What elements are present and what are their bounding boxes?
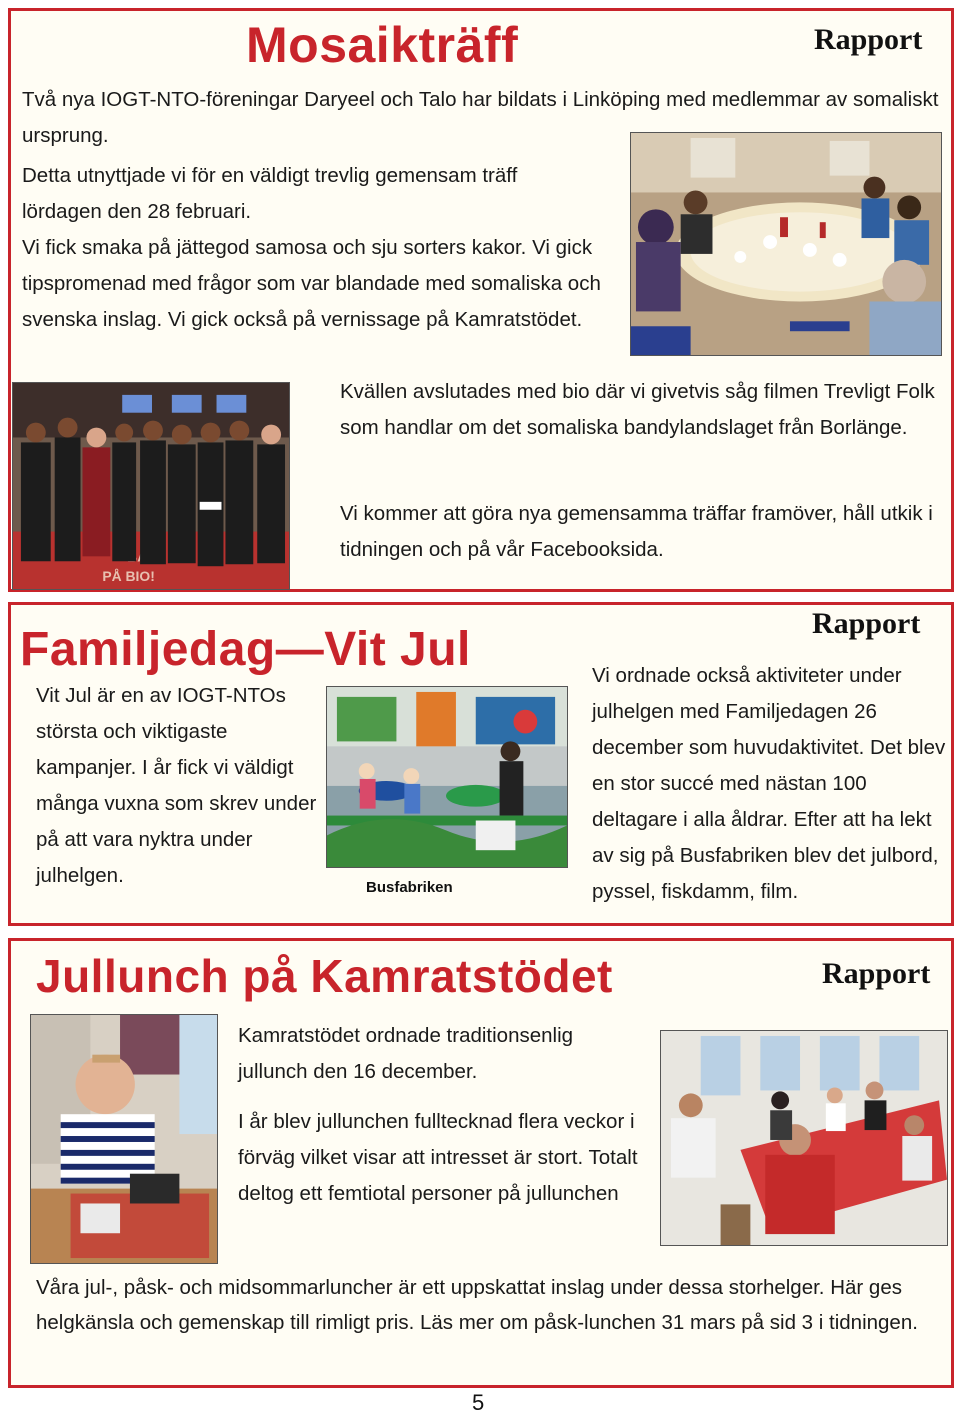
mosaik-group-photo [12,382,290,590]
mosaik-dinner-photo [630,132,942,356]
mosaik-paragraph-2: Detta utnyttjade vi för en väldigt trevlig gemensam träff lördagen den 28 februari. [22,164,518,223]
jullunch-paragraph-2: I år blev jullunchen fulltecknad flera veckor i förväg vilket visar att intresset är stort. Totalt deltog ett femtiotal personer på jullunchen [238,1110,638,1205]
mosaik-paragraph-5: Vi kommer att göra nya gemensamma träffar framöver, håll utkik i tidningen och på vår Facebooksida. [340,502,933,561]
jullunch-paragraph-1: Kamratstödet ordnade traditionsenlig jullunch den 16 december. [238,1024,574,1083]
mosaik-report-tag: Rapport [814,23,923,56]
familjedag-left-text: Vit Jul är en av IOGT-NTOs största och viktigaste kampanjer. I år fick vi väldigt många vuxna som skrev under på att vara nyktra under julhelgen. [36,684,317,887]
jullunch-man-photo [30,1014,218,1264]
familjedag-right-text: Vi ordnade också aktiviteter under julhelgen med Familjedagen 26 december som huvudaktivitet. Det blev en stor succé med nästan 100 deltagare i alla åldrar. Efter att ha lekt av sig på Busfabriken blev det julbord, pyssel, fiskdamm, film. [592,664,946,903]
mosaik-title: Mosaikträff [246,17,519,73]
busfabriken-caption: Busfabriken [366,879,453,896]
jullunch-table-photo [660,1030,948,1246]
jullunch-report-tag: Rapport [822,957,931,990]
familjedag-title: Familjedag—Vit Jul [20,623,471,676]
jullunch-bottom-text: Våra jul-, påsk- och midsommarluncher är ett uppskattat inslag under dessa storhelger. Här ges helgkänsla och gemenskap till rimligt pris. Läs mer om påsk-lunchen 31 mars på sid 3 i tidningen. [36,1276,918,1334]
busfabriken-photo [326,686,568,868]
mosaik-paragraph-3: Vi fick smaka på jättegod samosa och sju sorters kakor. Vi gick tipspromenad med frågor som var blandade med somaliska och svenska inslag. Vi gick också på vernissage på Kamratstödet. [22,236,601,331]
jullunch-title: Jullunch på Kamratstödet [36,950,613,1002]
svg-text:PÅ BIO!: PÅ BIO! [102,568,155,585]
mosaik-paragraph-4: Kvällen avslutades med bio där vi givetvis såg filmen Trevligt Folk som handlar om det somaliska bandylandslaget från Borlänge. [340,380,935,439]
mosaik-paragraph-1: Två nya IOGT-NTO-föreningar Daryeel och Talo har bildats i Linköping med medlemmar av somaliskt ursprung. [22,88,939,147]
page-number: 5 [472,1390,485,1415]
familjedag-report-tag: Rapport [812,607,921,640]
